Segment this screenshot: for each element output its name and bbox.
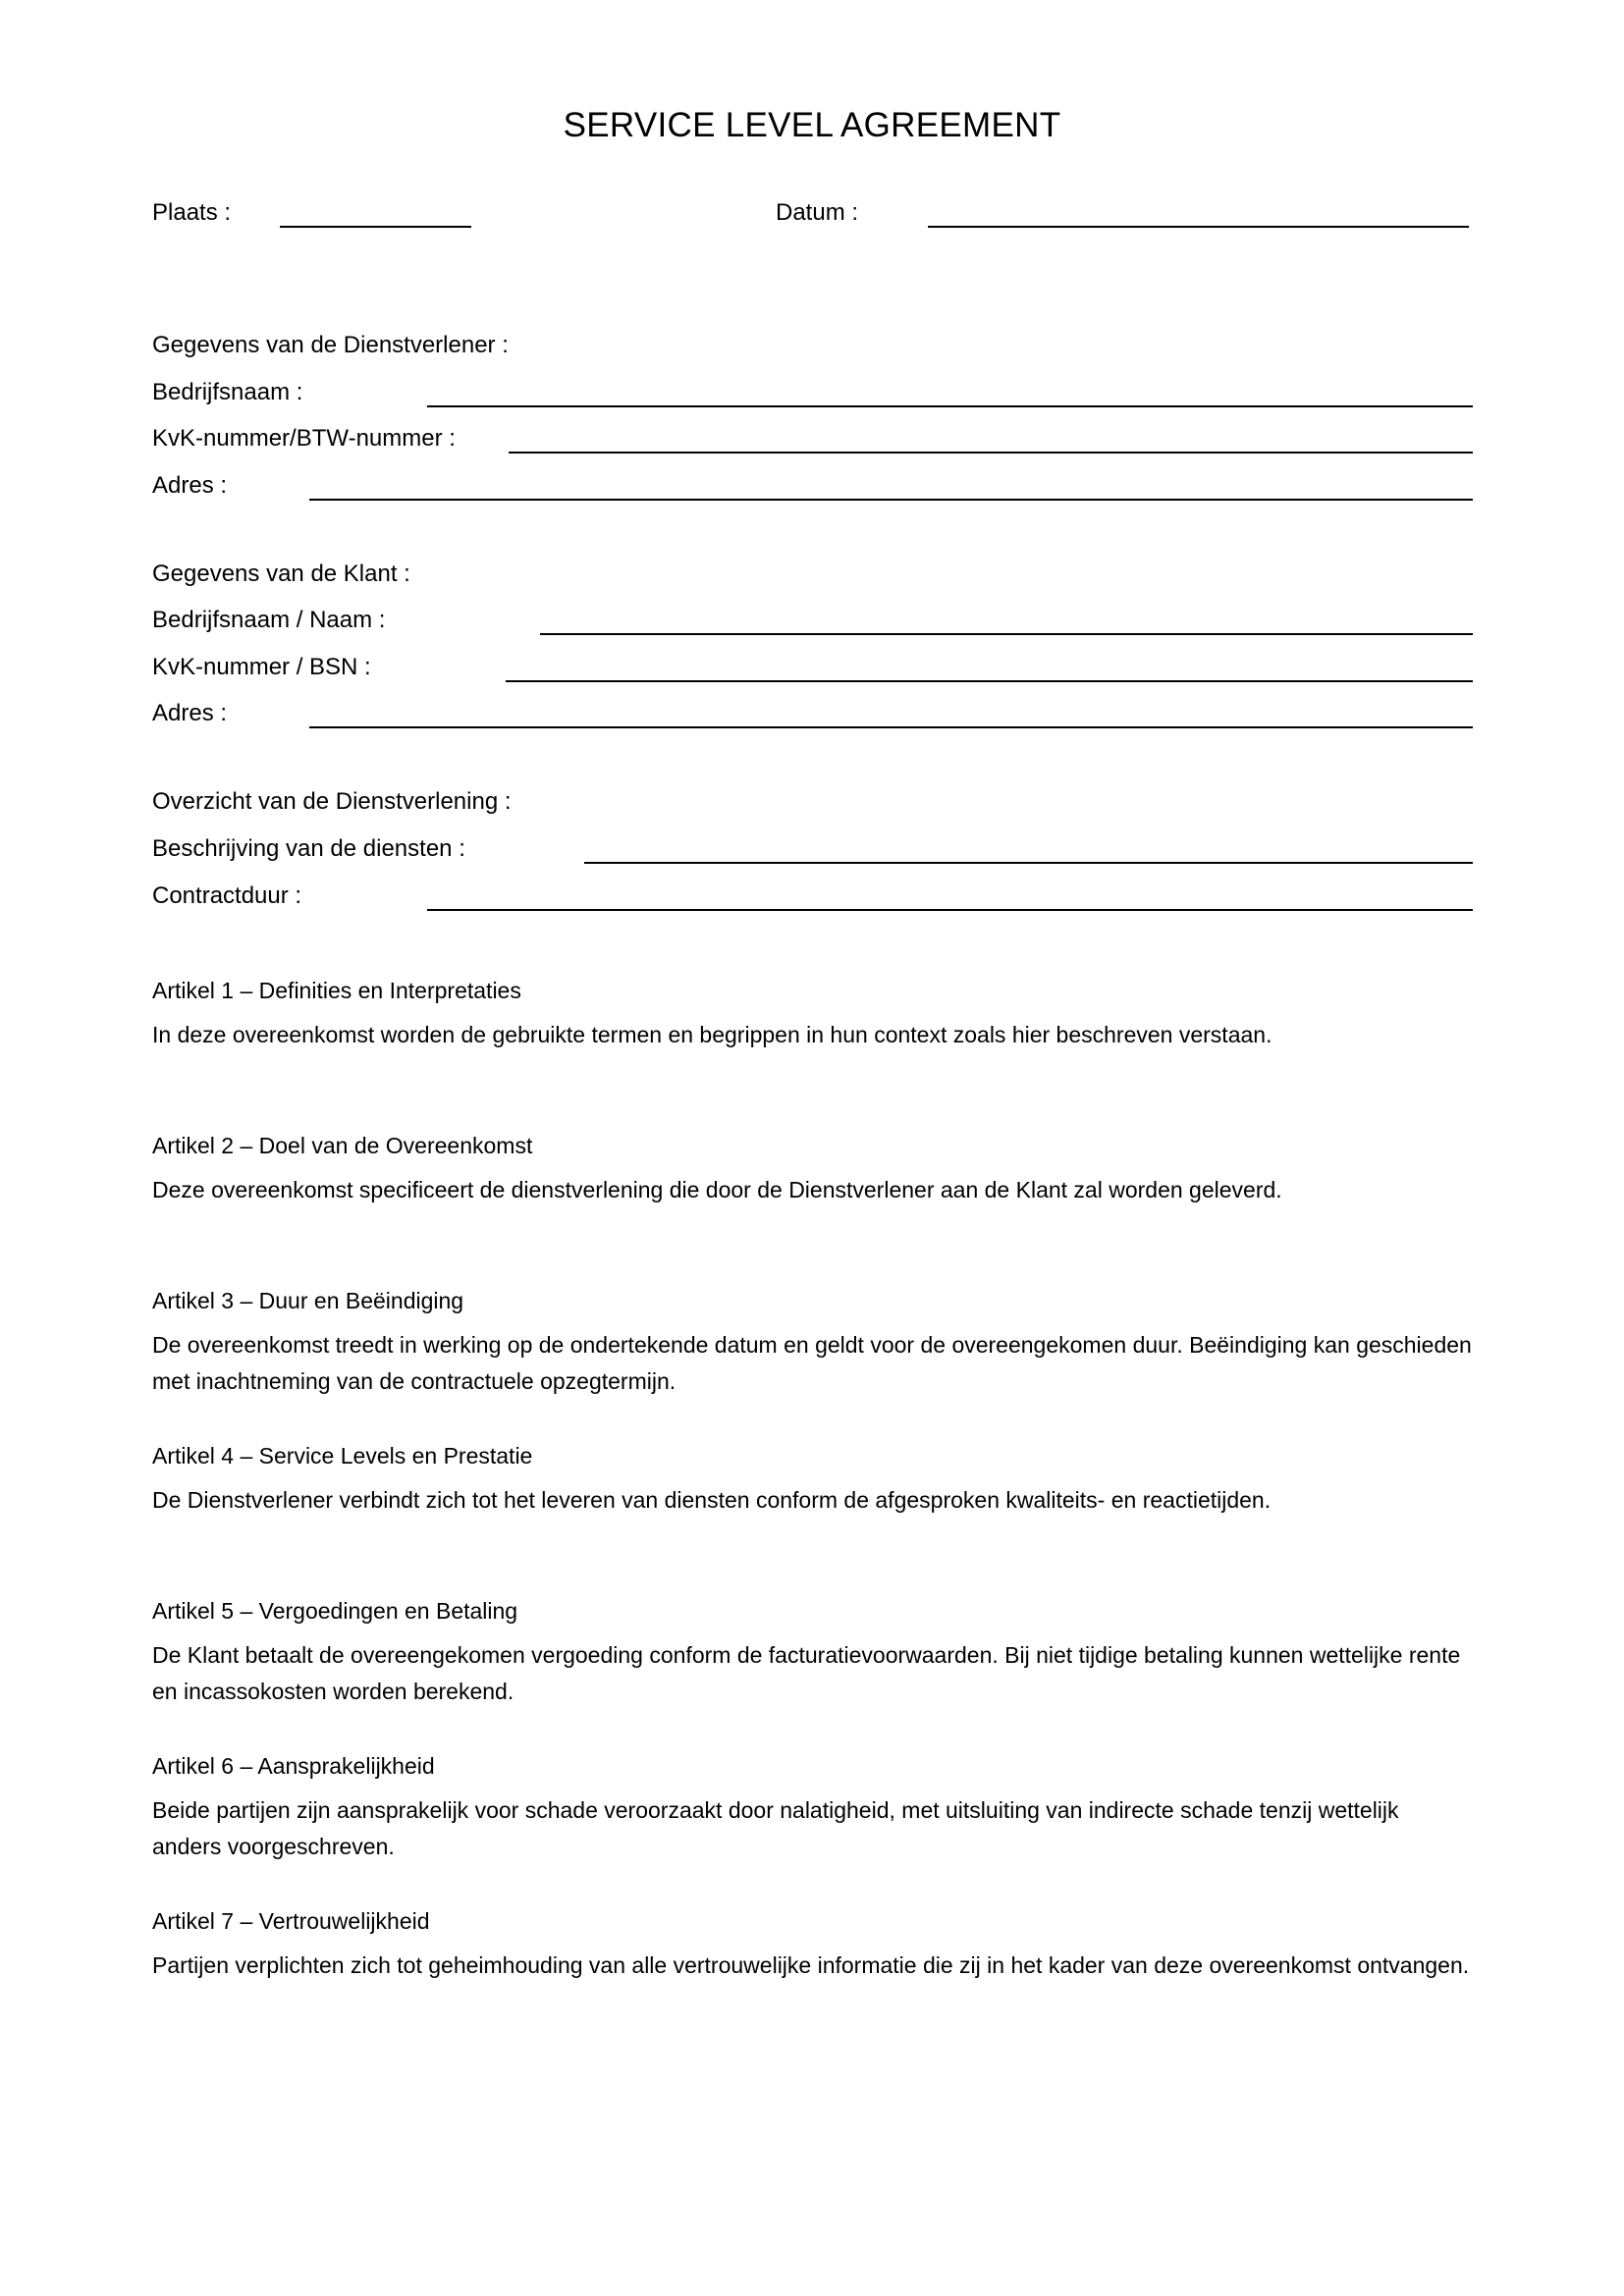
field-row-provider-company bbox=[152, 376, 1473, 409]
field-row-client-kvk bbox=[152, 651, 1473, 684]
client-kvk-input-rule[interactable] bbox=[506, 680, 1473, 682]
article-5 bbox=[152, 1594, 1473, 1710]
provider-company-input-rule[interactable] bbox=[427, 405, 1473, 407]
article-4 bbox=[152, 1439, 1473, 1519]
client-company-label: Bedrijfsnaam / Naam : bbox=[152, 607, 386, 633]
plaats-label: Plaats : bbox=[152, 199, 232, 226]
field-row-datum bbox=[776, 196, 1473, 230]
provider-section-heading: Gegevens van de Dienstverlener : bbox=[152, 332, 509, 358]
field-row-contract-duration bbox=[152, 880, 1473, 913]
article-6-body: Beide partijen zijn aansprakelijk voor schade veroorzaakt door nalatigheid, met uitsluiting van indirecte schade tenzij wettelijk anders voorgeschreven. bbox=[152, 1797, 1399, 1859]
provider-company-label: Bedrijfsnaam : bbox=[152, 379, 303, 405]
contract-duration-input-rule[interactable] bbox=[427, 909, 1473, 911]
provider-address-input-rule[interactable] bbox=[309, 499, 1473, 501]
field-row-provider-address bbox=[152, 469, 1473, 503]
article-1 bbox=[152, 974, 1473, 1053]
article-1-body: In deze overeenkomst worden de gebruikte termen en begrippen in hun context zoals hier beschreven verstaan. bbox=[152, 1022, 1272, 1047]
article-6 bbox=[152, 1749, 1473, 1865]
provider-kvk-input-rule[interactable] bbox=[509, 452, 1473, 454]
article-1-title: Artikel 1 – Definities en Interpretaties bbox=[152, 978, 521, 1003]
article-7-title: Artikel 7 – Vertrouwelijkheid bbox=[152, 1908, 430, 1934]
service-description-label: Beschrijving van de diensten : bbox=[152, 835, 465, 862]
provider-address-label: Adres : bbox=[152, 472, 228, 499]
field-row-client-company bbox=[152, 604, 1473, 637]
client-company-input-rule[interactable] bbox=[540, 633, 1473, 635]
article-5-title: Artikel 5 – Vergoedingen en Betaling bbox=[152, 1598, 518, 1624]
article-4-title: Artikel 4 – Service Levels en Prestatie bbox=[152, 1443, 533, 1468]
article-3-title: Artikel 3 – Duur en Beëindiging bbox=[152, 1288, 464, 1313]
field-row-plaats bbox=[152, 196, 496, 230]
client-kvk-label: KvK-nummer / BSN : bbox=[152, 654, 371, 680]
article-3-body: De overeenkomst treedt in werking op de ondertekende datum en geldt voor de overeengekomen duur. Beëindiging kan geschieden met inachtneming van de contractuele opzegtermijn. bbox=[152, 1332, 1472, 1394]
client-address-input-rule[interactable] bbox=[309, 726, 1473, 728]
article-7 bbox=[152, 1904, 1473, 1984]
datum-input-rule[interactable] bbox=[928, 226, 1469, 228]
article-7-body: Partijen verplichten zich tot geheimhouding van alle vertrouwelijke informatie die zij in het kader van deze overeenkomst ontvangen. bbox=[152, 1952, 1470, 1978]
provider-kvk-label: KvK-nummer/BTW-nummer : bbox=[152, 425, 456, 452]
page-title: SERVICE LEVEL AGREEMENT bbox=[563, 106, 1061, 144]
article-2-body: Deze overeenkomst specificeert de dienstverlening die door de Dienstverlener aan de Klant zal worden geleverd. bbox=[152, 1177, 1282, 1202]
field-row-provider-kvk bbox=[152, 422, 1473, 455]
field-row-client-address bbox=[152, 697, 1473, 730]
article-2-title: Artikel 2 – Doel van de Overeenkomst bbox=[152, 1133, 533, 1158]
article-6-title: Artikel 6 – Aansprakelijkheid bbox=[152, 1753, 435, 1779]
service-description-input-rule[interactable] bbox=[584, 862, 1473, 864]
article-2 bbox=[152, 1129, 1473, 1208]
field-row-service-description bbox=[152, 832, 1473, 866]
article-5-body: De Klant betaalt de overeengekomen vergoeding conform de facturatievoorwaarden. Bij niet tijdige betaling kunnen wettelijke rente en incassokosten worden berekend. bbox=[152, 1642, 1461, 1704]
plaats-input-rule[interactable] bbox=[280, 226, 471, 228]
services-section-heading: Overzicht van de Dienstverlening : bbox=[152, 788, 512, 815]
article-3 bbox=[152, 1284, 1473, 1400]
article-4-body: De Dienstverlener verbindt zich tot het leveren van diensten conform de afgesproken kwaliteits- en reactietijden. bbox=[152, 1487, 1272, 1513]
datum-label: Datum : bbox=[776, 199, 859, 226]
client-section-heading: Gegevens van de Klant : bbox=[152, 561, 410, 587]
contract-duration-label: Contractduur : bbox=[152, 882, 302, 909]
client-address-label: Adres : bbox=[152, 700, 228, 726]
